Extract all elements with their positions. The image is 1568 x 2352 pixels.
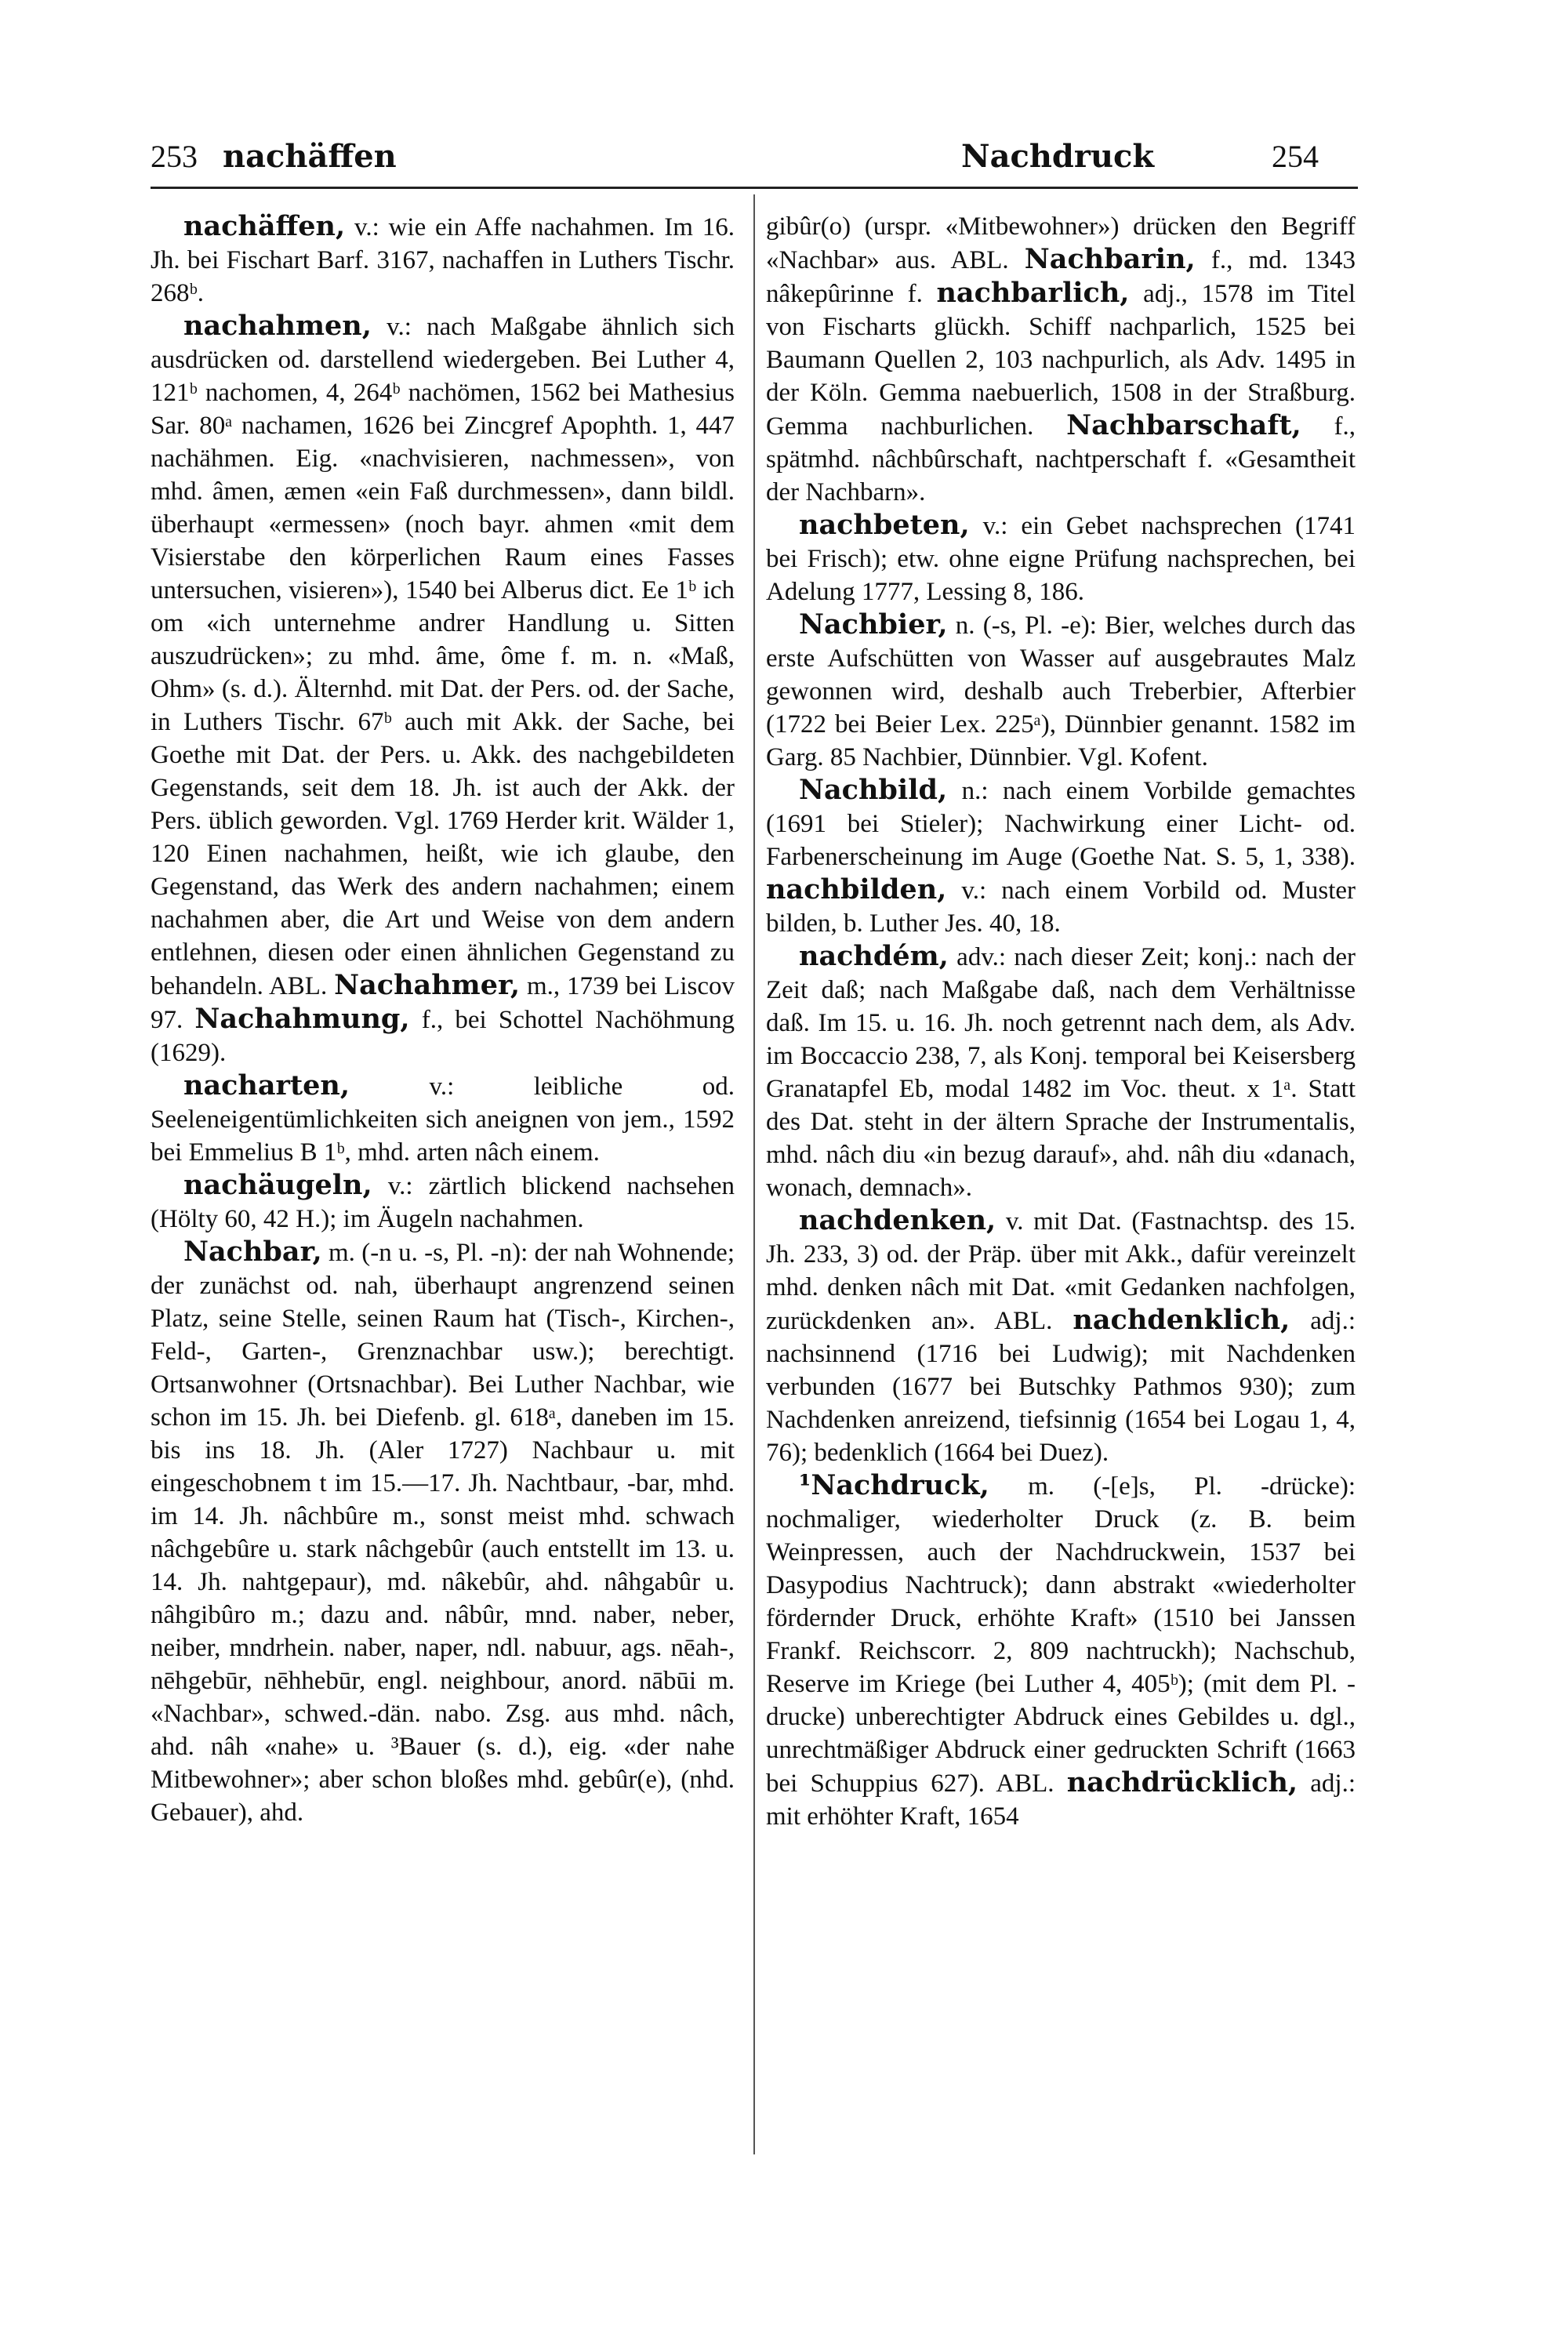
right-page-number: 254 [1272, 139, 1319, 174]
entry-text: v.: nach einem Vorbild od. Muster bilden, b. Luther Jes. 40, 18. [766, 877, 1356, 938]
dictionary-entry [766, 1204, 1356, 1469]
entry-text: v. mit Dat. (Fastnachtsp. des 15. Jh. 233, 3) od. der Präp. über mit Akk., dafür vereinzelt mhd. denken nâch mit Dat. «mit Gedanken nachfolgen, zurückdenken an». ABL. [766, 1207, 1356, 1335]
dictionary-entry [766, 608, 1356, 774]
entry-text: v.: nach Maßgabe ähnlich sich ausdrücken od. darstellend wiedergeben. Bei Luther 4, 121ᵇ nachomen, 4, 264ᵇ nachömen, 1562 bei Mathesius Sar. 80ᵃ nachamen, 1626 bei Zincgref Apophth. 1, 447 nachähmen. Eig. «nachvisieren, nachmessen», von mhd. âmen, æmen «ein Faß durchmessen», dann bildl. überhaupt «ermessen» (noch bayr. ahmen «mit dem Visierstabe den körperlichen Raum eines Fasses untersuchen, visieren»), 1540 bei Alberus dict. Ee 1ᵇ ich om «ich unternehme andrer Handlung u. Sitten auszudrücken»; zu mhd. âme, ôme f. m. n. «Maß, Ohm» (s. d.). Älternhd. mit Dat. der Pers. od. der Sache, in Luthers Tischr. 67ᵇ auch mit Akk. der Sache, bei Goethe mit Dat. der Pers. u. Akk. des nachgebildeten Gegenstands, seit dem 18. Jh. ist auch der Akk. der Pers. üblich geworden. Vgl. 1769 Herder krit. Wälder 1, 120 Einen nachahmen, heißt, wie ich glaube, den Gegenstand, das Werk des andern nachahmen; einem nachahmen aber, die Art und Weise von dem andern entlehnen, diesen oder einen ähnlichen Gegenstand zu behandeln. ABL. [151, 313, 735, 1000]
entry-headword: nachbilden, [766, 873, 947, 906]
entry-headword: nachbeten, [799, 509, 970, 541]
left-page-number: 253 [151, 139, 198, 174]
entry-text: m. (-n u. -s, Pl. -n): der nah Wohnende; der zunächst od. nah, überhaupt angrenzend seinen Platz, seine Stelle, seinen Raum hat (Tisch-, Kirchen-, Feld-, Garten-, Grenznachbar usw.); berechtigt. Ortsanwohner (Ortsnachbar). Bei Luther Nachbar, wie schon im 15. Jh. bei Diefenb. gl. 618ᵃ, daneben im 15. bis ins 18. Jh. (Aler 1727) Nachbaur u. mit eingeschobnem t im 15.—17. Jh. Nachtbaur, -bar, mhd. im 14. Jh. nâchbûre m., sonst meist mhd. schwach nâchgebûre u. stark nâchgebûr (auch entstellt im 13. u. 14. Jh. nahtgepaur), md. nâkebûr, ahd. nâhgabûr u. nâhgibûro m.; dazu and. nâbûr, mnd. naber, neber, neiber, mndrhein. naber, naper, ndl. nabuur, ags. nēah-, nēhgebūr, nēhhebūr, engl. neighbour, anord. nābūi m. «Nachbar», schwed.-dän. nabo. Zsg. aus mhd. nâch, ahd. nâh «nahe» u. ³Bauer (s. d.), eig. «der nahe Mitbewohner»; aber schon bloßes mhd. gebûr(e), (nhd. Gebauer), ahd. [151, 1239, 735, 1827]
dictionary-entry [151, 1169, 735, 1236]
left-running-headword: nachäffen [223, 138, 397, 175]
entry-text: gibûr(o) (urspr. «Mitbewohner») drücken den Begriff «Nachbar» aus. ABL. [766, 212, 1356, 274]
entry-headword: ¹Nachdruck, [799, 1469, 989, 1501]
entry-text: adj., 1578 im Titel von Fischarts glückh. Schiff nachparlich, 1525 bei Baumann Quellen 2, 103 nachpurlich, als Adv. 1495 in der Köln. Gemma naebuerlich, 1508 in der Straßburg. Gemma nachburlichen. [766, 280, 1356, 441]
entry-headword: Nachbild, [799, 774, 948, 806]
entry-headword: nachbarlich, [936, 277, 1130, 309]
entry-text: m., 1739 bei Liscov 97. [151, 972, 735, 1034]
entry-headword: nachdenken, [799, 1204, 996, 1236]
entry-headword: Nachbarin, [1024, 243, 1196, 275]
right-running-headword: Nachdruck [961, 138, 1155, 175]
dictionary-entry [151, 1069, 735, 1169]
dictionary-entry [766, 509, 1356, 608]
entry-text: adj.: mit erhöhter Kraft, 1654 [766, 1769, 1356, 1831]
entry-headword: nacharten, [183, 1069, 350, 1102]
column-divider [753, 194, 755, 2154]
entry-headword: nachäugeln, [183, 1169, 372, 1201]
dictionary-entry [151, 210, 735, 310]
dictionary-entry [766, 1469, 1356, 1833]
entry-headword: nachdém, [799, 940, 949, 972]
entry-text: v.: wie ein Affe nachahmen. Im 16. Jh. bei Fischart Barf. 3167, nachaffen in Luthers Tischr. 268ᵇ. [151, 213, 735, 307]
entry-text: f., md. 1343 nâkepûrinne f. [766, 246, 1356, 308]
entry-text: f., bei Schottel Nachöhmung (1629). [151, 1006, 735, 1067]
entry-text: f., spätmhd. nâchbûrschaft, nachtperschaft f. «Gesamtheit der Nachbarn». [766, 412, 1356, 506]
entry-headword: nachäffen, [183, 210, 346, 242]
entry-headword: Nachbarschaft, [1066, 409, 1301, 441]
entry-headword: Nachbier, [799, 608, 948, 641]
entry-text: v.: leibliche od. Seeleneigentümlichkeiten sich aneignen von jem., 1592 bei Emmelius B 1ᵇ, mhd. arten nâch einem. [151, 1073, 735, 1167]
entry-headword: Nachahmer, [334, 969, 521, 1001]
entry-text: m. (-[e]s, Pl. -drücke): nochmaliger, wiederholter Druck (z. B. beim Weinpressen, auch der Nachdruckwein, 1537 bei Dasypodius Nachtruck); dann abstrakt «wiederholter fördernder Druck, erhöhte Kraft» (1510 bei Janssen Frankf. Reichscorr. 2, 809 nachtruckh); Nachschub, Reserve im Kriege (bei Luther 4, 405ᵇ); (mit dem Pl. -drucke) unberechtigter Abdruck eines Gebildes u. dgl., unrechtmäßiger Abdruck einer gedruckten Schrift (1663 bei Schuppius 627). ABL. [766, 1472, 1356, 1798]
entry-headword: Nachbar, [183, 1236, 322, 1268]
header-rule [151, 187, 1358, 189]
entry-headword: Nachahmung, [194, 1003, 410, 1035]
dictionary-entry [151, 1236, 735, 1829]
right-column [766, 210, 1356, 1833]
entry-headword: nachdrücklich, [1066, 1766, 1298, 1798]
entry-text: v.: zärtlich blickend nachsehen (Hölty 60, 42 H.); im Äugeln nachahmen. [151, 1172, 735, 1233]
entry-text: n. (-s, Pl. -e): Bier, welches durch das erste Aufschütten von Wasser auf ausgebrautes Malz gewonnen wird, deshalb auch Treberbier, Afterbier (1722 bei Beier Lex. 225ᵃ), Dünnbier genannt. 1582 im Garg. 85 Nachbier, Dünnbier. Vgl. Kofent. [766, 612, 1356, 771]
entry-text: adj.: nachsinnend (1716 bei Ludwig); mit Nachdenken verbunden (1677 bei Butschky Pathmos 930); zum Nachdenken anreizend, tiefsinnig (1654 bei Logau 1, 4, 76); bedenklich (1664 bei Duez). [766, 1307, 1356, 1467]
entry-text: v.: ein Gebet nachsprechen (1741 bei Frisch); etw. ohne eigne Prüfung nachsprechen, bei Adelung 1777, Lessing 8, 186. [766, 512, 1356, 606]
dictionary-entry [766, 210, 1356, 509]
dictionary-entry [766, 774, 1356, 940]
dictionary-entry [151, 310, 735, 1069]
entry-headword: nachahmen, [183, 310, 372, 342]
entry-text: adv.: nach dieser Zeit; konj.: nach der Zeit daß; nach Maßgabe daß, nach dem Verhältnisse daß. Im 15. u. 16. Jh. noch getrennt nach dem, als Adv. im Boccaccio 238, 7, als Konj. temporal bei Keisersberg Granatapfel Eb, modal 1482 im Voc. theut. x 1ᵃ. Statt des Dat. steht in der ältern Sprache der Instrumentalis, mhd. nâch diu «in bezug darauf», ahd. nâh diu «danach, wonach, demnach». [766, 943, 1356, 1202]
entry-headword: nachdenklich, [1073, 1304, 1290, 1336]
left-column [151, 210, 735, 1829]
entry-text: n.: nach einem Vorbilde gemachtes (1691 bei Stieler); Nachwirkung einer Licht- od. Farbenerscheinung im Auge (Goethe Nat. S. 5, 1, 338). [766, 777, 1356, 871]
running-header [151, 135, 1358, 182]
dictionary-entry [766, 940, 1356, 1204]
